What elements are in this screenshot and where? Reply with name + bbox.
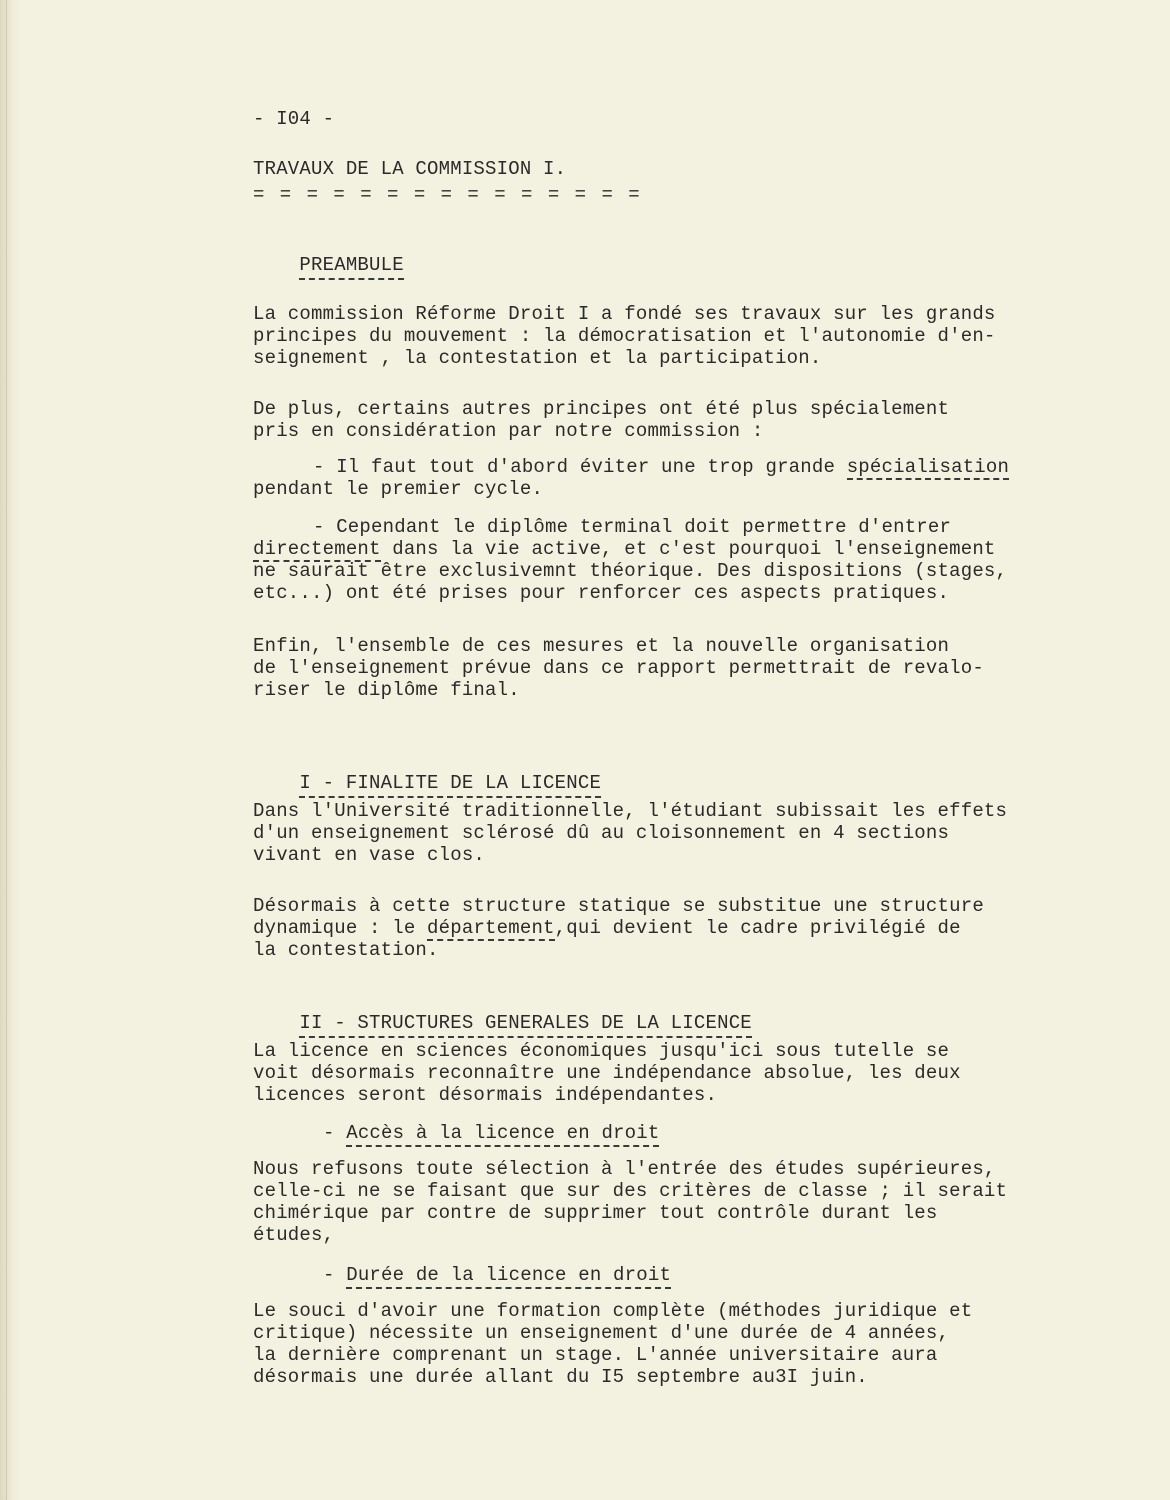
bullet-1-emphasis: spécialisation [846, 456, 1010, 478]
subheading-acces-dash: - [323, 1122, 347, 1144]
subheading-acces-text: Accès à la licence en droit [346, 1122, 659, 1147]
bullet-2-text: - Cependant le diplôme terminal doit permettre d'entrer [313, 516, 952, 538]
preamble-heading-text: PREAMBULE [299, 254, 403, 280]
section-1-paragraph-1: Dans l'Université traditionnelle, l'étudiant subissait les effets d'un enseignement sclérosé dû au cloisonnement en 4 sections vivant en vase clos. [253, 800, 1008, 866]
section-1-heading-text: I - FINALITE DE LA LICENCE [299, 772, 601, 798]
section-2-paragraph-1: La licence en sciences économiques jusqu'ici sous tutelle se voit désormais reconnaître une indépendance absolue, les deux licences seront désormais indépendantes. [253, 1040, 961, 1106]
preamble-paragraph-3: Enfin, l'ensemble de ces mesures et la nouvelle organisation de l'enseignement prévue dans ce rapport permettrait de revalo- riser le diplôme final. [253, 635, 984, 701]
bullet-1-text-end: pendant le premier cycle. [253, 478, 544, 500]
section-1-p2-emphasis: département [427, 917, 555, 939]
subheading-duree [323, 1264, 671, 1286]
section-1-p2-text: Désormais à cette structure statique se substitue une structure dynamique : le [253, 895, 984, 939]
bullet-2-emphasis: directement [253, 538, 381, 560]
section-2-duree-text: Le souci d'avoir une formation complète (méthodes juridique et critique) nécessite un enseignement d'une durée de 4 années, la dernière comprenant un stage. L'année universitaire aura désormais une durée allant du I5 septembre au3I juin. [253, 1300, 973, 1388]
preamble-bullet-1 [253, 456, 1043, 500]
page-edge [0, 0, 22, 1500]
section-2-heading-text: II - STRUCTURES GENERALES DE LA LICENCE [299, 1012, 751, 1038]
bullet-1-text: - Il faut tout d'abord éviter une trop grande [313, 456, 847, 478]
page-number: - I04 - [253, 108, 335, 130]
subheading-duree-text: Durée de la licence en droit [346, 1264, 671, 1289]
section-1-p2-text-end: ,qui devient le cadre privilégié de la contestation. [253, 917, 961, 961]
section-1-paragraph-2 [253, 895, 1043, 961]
preamble-paragraph-2: De plus, certains autres principes ont été plus spécialement pris en considération par notre commission : [253, 398, 950, 442]
subheading-duree-dash: - [323, 1264, 347, 1286]
preamble-paragraph-1: La commission Réforme Droit I a fondé ses travaux sur les grands principes du mouvement : la démocratisation et l'autonomie d'en- seignement , la contestation et la participation. [253, 303, 996, 369]
preamble-bullet-2 [253, 516, 1043, 604]
document-title: TRAVAUX DE LA COMMISSION I. [253, 158, 567, 180]
title-underline: = = = = = = = = = = = = = = = [253, 184, 642, 206]
section-2-acces-text: Nous refusons toute sélection à l'entrée des études supérieures, celle-ci ne se faisant que sur des critères de classe ; il serait chimérique par contre de supprimer tout contrôle durant les études, [253, 1158, 1008, 1246]
bullet-2-text-end: dans la vie active, et c'est pourquoi l'enseignement ne saurait être exclusivemnt théorique. Des dispositions (stages, etc...) ont été prises pour renforcer ces aspects pratiques. [253, 538, 1008, 604]
subheading-acces [323, 1122, 659, 1144]
preamble-heading [253, 232, 404, 298]
